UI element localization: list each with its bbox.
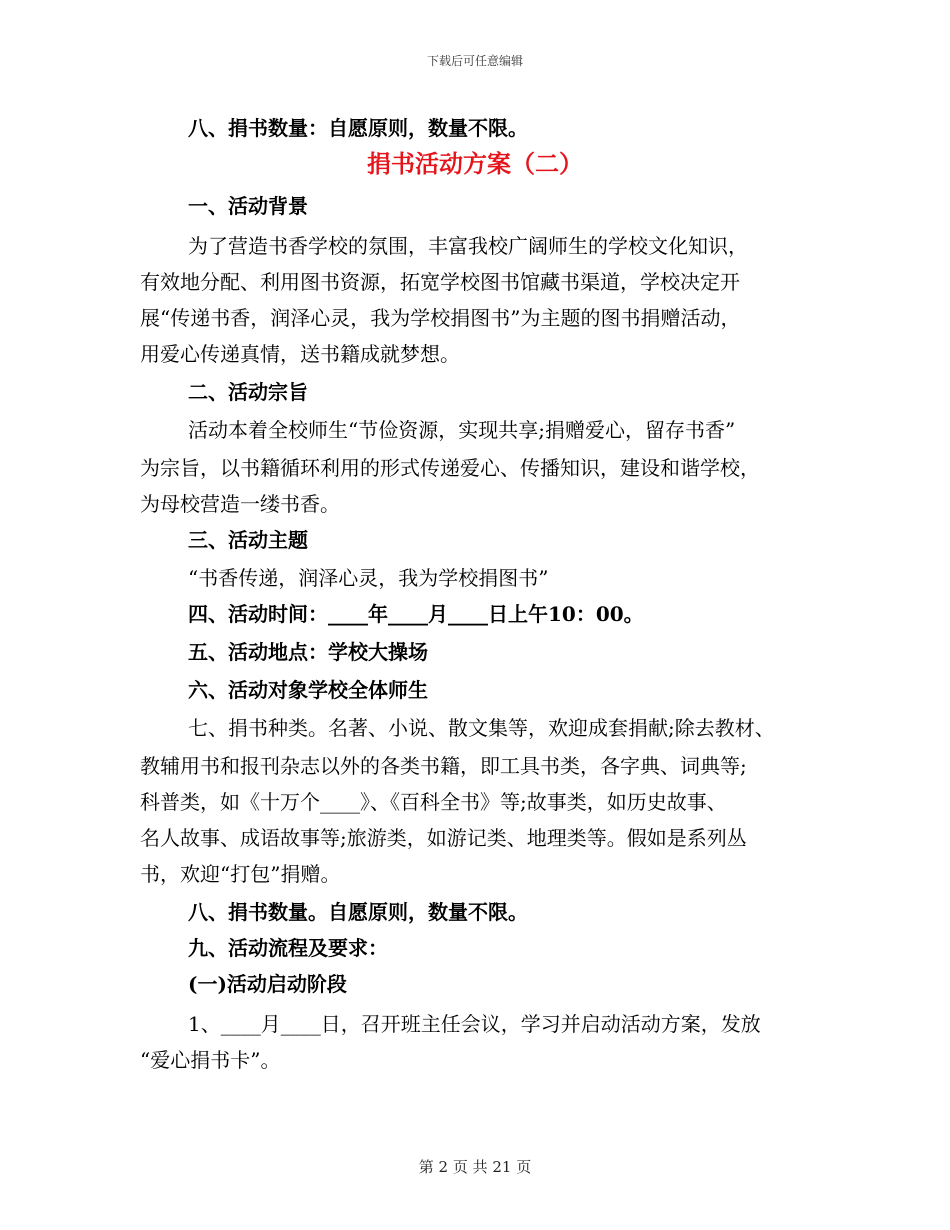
page-header: 下载后可任意编辑: [426, 54, 523, 68]
section-heading-purpose: 二、活动宗旨: [188, 380, 308, 404]
section-heading-time: 四、活动时间：____年____月____日上午10：00。: [188, 602, 644, 626]
paragraph-line: 用爱心传递真情，送书籍成就梦想。: [140, 342, 460, 366]
paragraph-line: 1、____月____日，召开班主任会议，学习并启动活动方案，发放: [188, 1012, 761, 1036]
paragraph-line: 名人故事、成语故事等;旅游类，如游记类、地理类等。假如是系列丛: [140, 826, 747, 850]
paragraph-line: 展“传递书香，润泽心灵，我为学校捐图书”为主题的图书捐赠活动，: [140, 306, 741, 330]
section-heading-background: 一、活动背景: [188, 194, 308, 218]
page-footer: 第 2 页 共 21 页: [418, 1158, 532, 1176]
section-heading-location: 五、活动地点：学校大操场: [188, 640, 428, 664]
document-title: 捐书活动方案（二）: [367, 149, 583, 178]
section-heading-theme: 三、活动主题: [188, 528, 308, 552]
paragraph-line: 为了营造书香学校的氛围，丰富我校广阔师生的学校文化知识，: [188, 234, 748, 258]
section-heading-process: 九、活动流程及要求：: [188, 936, 388, 960]
paragraph-line: 为母校营造一缕书香。: [140, 492, 340, 516]
paragraph-line: 教辅用书和报刊杂志以外的各类书籍，即工具书类，各字典、词典等;: [140, 754, 747, 778]
paragraph-line: 书，欢迎“打包”捐赠。: [140, 862, 341, 886]
section-donation-quantity-prev: 八、捐书数量：自愿原则，数量不限。: [188, 116, 528, 140]
section-heading-audience: 六、活动对象学校全体师生: [188, 678, 428, 702]
paragraph-line: “爱心捐书卡”。: [140, 1048, 281, 1072]
paragraph-line: 有效地分配、利用图书资源，拓宽学校图书馆藏书渠道，学校决定开: [140, 270, 740, 294]
subsection-heading-launch: (一)活动启动阶段: [188, 972, 347, 996]
theme-text: “书香传递，润泽心灵，我为学校捐图书”: [188, 566, 549, 590]
paragraph-line: 七、捐书种类。名著、小说、散文集等，欢迎成套捐献;除去教材、: [188, 716, 775, 740]
paragraph-line: 活动本着全校师生“节俭资源，实现共享;捐赠爱心，留存书香”: [188, 418, 736, 442]
paragraph-line: 为宗旨，以书籍循环利用的形式传递爱心、传播知识，建设和谐学校，: [140, 456, 760, 480]
section-heading-quantity: 八、捐书数量。自愿原则，数量不限。: [188, 900, 528, 924]
paragraph-line: 科普类，如《十万个____》、《百科全书》等;故事类，如历史故事、: [140, 790, 727, 814]
